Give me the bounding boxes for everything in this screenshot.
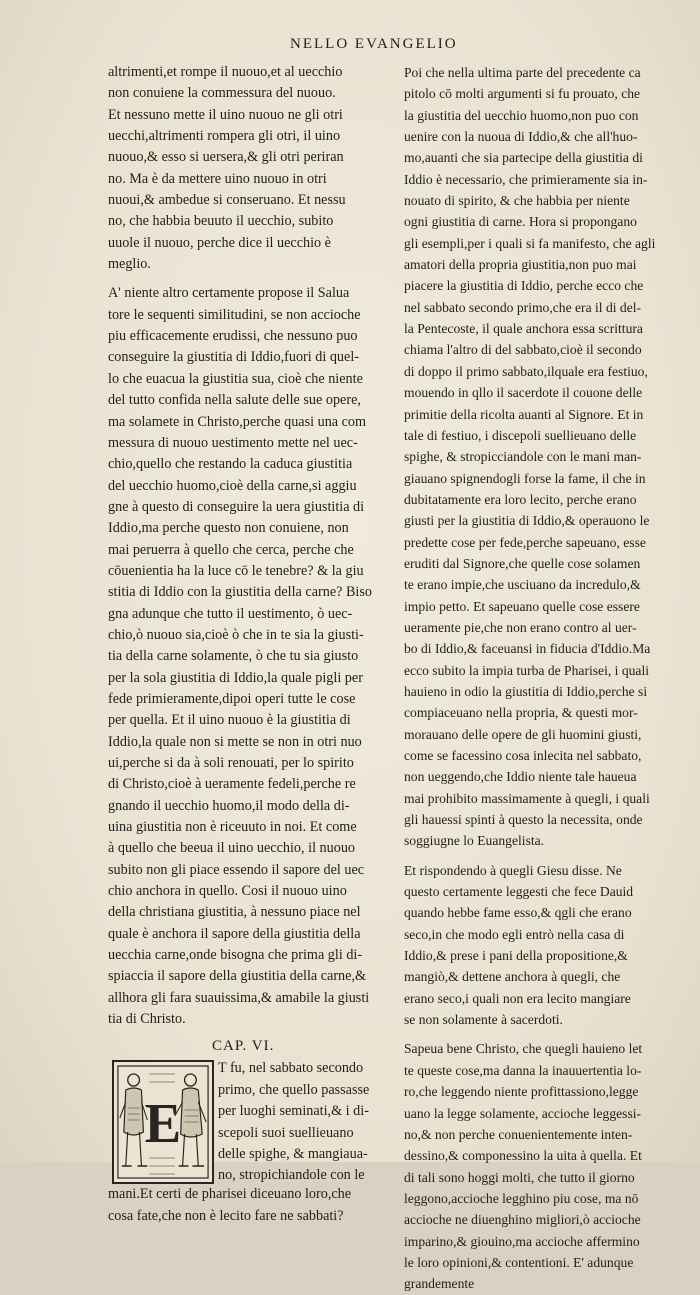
text-line: di doppo il primo sabbato,ilquale era festiuo, xyxy=(404,363,648,379)
text-line: no, stropichiandole con le xyxy=(218,1167,365,1184)
text-line: conseguire la giustitia di Iddio,fuori di quel- xyxy=(108,349,359,366)
chapter-full-lines xyxy=(108,1184,400,1227)
text-line: mangiò,& dettene anchora à quegli, che xyxy=(404,969,621,985)
text-line: soggiugne lo Euangelista. xyxy=(404,833,545,849)
right-paragraph-2 xyxy=(404,860,682,1031)
left-paragraph-1 xyxy=(108,62,400,275)
text-line: non conuiene la commessura del nuouo. xyxy=(108,85,336,102)
text-line: Sapeua bene Christo, che quegli hauieno let xyxy=(404,1041,643,1057)
text-line: la giustitia del uecchio huomo,non puo con xyxy=(404,107,639,123)
text-line: accioche ne diuenghino migliori,ò accioche xyxy=(404,1212,641,1228)
text-line: uano la legge solamente, accioche leggessi- xyxy=(404,1105,642,1121)
text-line: A' niente altro certamente propose il Salua xyxy=(108,285,350,302)
text-line: erano seco,i quali non era lecito mangiare xyxy=(404,990,631,1006)
chapter-heading: CAP. VI. xyxy=(212,1038,275,1055)
text-line: Iddio,la quale non si mette se non in otri nuo xyxy=(108,733,362,750)
text-line: di tali sono hoggi molti, che tutto il giorno xyxy=(404,1169,635,1185)
text-line: Et nessuno mette il uino nuouo ne gli otri xyxy=(108,106,343,123)
text-line: uina giustitia non è riceuuto in noi. Et come xyxy=(108,819,357,836)
text-line: hauieno in odio la giustitia di Iddio,perche si xyxy=(404,683,648,699)
text-line: compiaceuano nella propria, & questi mor- xyxy=(404,705,638,721)
text-line: subito non gli piace essendo il sapore del uec xyxy=(108,861,365,878)
right-paragraph-1 xyxy=(404,62,682,852)
text-line: per luoghi seminati,& i di- xyxy=(218,1103,369,1120)
text-line: grandemente xyxy=(404,1276,475,1292)
text-line: fede primieramente,dipoi operi tutte le cose xyxy=(108,690,356,707)
text-line: eruditi dal Signore,che quelle cose solamen xyxy=(404,555,641,571)
text-line: tore le sequenti similitudini, se non accioche xyxy=(108,306,361,323)
text-line: nuouo,& esso si uersera,& gli otri periran xyxy=(108,149,344,166)
text-line: impio petto. Et sapeuano quelle cose essere xyxy=(404,598,640,614)
text-line: primitie della ricolta auanti al Signore. Et in xyxy=(404,406,644,422)
text-line: mai peruerra à quello che cerca, perche che xyxy=(108,541,354,558)
text-line: amatori della propria giustitia,non puo mai xyxy=(404,257,637,273)
text-line: te queste cose,ma danna la inauuertentia lo- xyxy=(404,1062,642,1078)
text-line: predette cose per fede,perche sapeuano, esse xyxy=(404,534,646,550)
text-line: giauano spignendogli forse la fame, il che in xyxy=(404,470,646,486)
text-line: giusti per la giustitia di Iddio,& operauono le xyxy=(404,513,650,529)
text-line: scepoli suoi suellieuano xyxy=(218,1124,354,1141)
text-line: le loro opinioni,& contentioni. E' adunque xyxy=(404,1254,634,1270)
text-line: imparino,& giouino,ma accioche affermino xyxy=(404,1233,640,1249)
text-line: Iddio,ma perche questo non conuiene, non xyxy=(108,520,349,537)
text-line: questo certamente leggesti che fece Dauid xyxy=(404,884,634,900)
text-line: tale di festiuo, i discepoli suellieuano delle xyxy=(404,427,637,443)
text-line: no. Ma è da mettere uino nuouo in otri xyxy=(108,170,327,187)
text-line: del tutto confida nella salute delle sue opere, xyxy=(108,392,361,409)
text-line: piacere la giustitia di Iddio, perche ecco che xyxy=(404,278,644,294)
text-line: te erano impie,che usciuano da incredulo,& xyxy=(404,577,641,593)
text-line: primo, che quello passasse xyxy=(218,1081,370,1098)
text-line: gne à questo di conseguire la uera giustitia di xyxy=(108,498,365,515)
text-line: no,& non perche conuenientemente inten- xyxy=(404,1126,633,1142)
text-line: mani.Et certi de pharisei diceuano loro,che xyxy=(108,1186,352,1203)
text-line: ecco subito la impia turba de Pharisei, i quali xyxy=(404,662,649,678)
text-line: della christiana giustitia, à nessuno piace nel xyxy=(108,904,361,921)
text-line: chio,quello che restando la caduca giustitia xyxy=(108,456,353,473)
text-line: lo che euacua la giustitia sua, cioè che niente xyxy=(108,370,363,387)
text-line: come se facessino cosa inlecita nel sabbato, xyxy=(404,748,642,763)
text-line: nuoui,& ambedue si conseruano. Et nessu xyxy=(108,192,346,209)
text-line: Poi che nella ultima parte del precedente ca xyxy=(404,65,641,80)
text-line: seco,in che modo egli entrò nella casa di xyxy=(404,926,625,942)
text-line: meglio. xyxy=(108,256,151,273)
text-line: dessino,& componessino la uita à quella. Et xyxy=(404,1148,642,1164)
text-line: Et rispondendo à quegli Giesu disse. Ne xyxy=(404,862,622,878)
text-line: nouato di spirito, & che habbia per niente xyxy=(404,193,630,209)
text-line: cosa fate,che non è lecito fare ne sabbati? xyxy=(108,1207,344,1224)
text-line: T fu, nel sabbato secondo xyxy=(218,1060,364,1077)
chapter-indented-lines xyxy=(218,1058,400,1186)
text-line: no, che habbia beuuto il uecchio, subito xyxy=(108,213,334,230)
text-line: chio,ò nuouo sia,cioè ò che in te sia la giusti- xyxy=(108,626,364,643)
text-line: gna adunque che tutto il uestimento, ò uec- xyxy=(108,605,353,622)
running-head: NELLO EVANGELIO xyxy=(290,36,458,52)
text-line: cōuenientia ha la luce cō le tenebre? & la giu xyxy=(108,562,364,579)
woodcut-initial xyxy=(112,1060,214,1184)
text-line: allhora gli fara suauissima,& amabile la giusti xyxy=(108,989,370,1006)
text-line: à quello che beeua il uino uecchio, il nuouo xyxy=(108,840,356,857)
text-line: quale è anchora il sapore della giustitia della xyxy=(108,925,361,942)
text-line: uuole il nuouo, perche dice il uecchio è xyxy=(108,234,331,251)
text-line: uenire con la nuoua di Iddio,& che all'huo- xyxy=(404,129,638,145)
text-line: la Pentecoste, il quale anchora essa scrittura xyxy=(404,321,643,337)
text-line: pitolo cō molti argumenti si fu prouato, che xyxy=(404,86,641,102)
text-line: spighe, & stropicciandole con le mani man- xyxy=(404,449,642,465)
text-line: dubitatamente era loro lecito, perche erano xyxy=(404,491,637,507)
chapter-opening xyxy=(108,1058,400,1226)
text-line: Iddio è necessario, che primieramente sia in- xyxy=(404,171,648,187)
right-paragraph-3 xyxy=(404,1038,682,1294)
text-line: gli hauessi spinti à questo la necessita, onde xyxy=(404,812,643,828)
text-line: tia della carne solamente, ò che tu sia giusto xyxy=(108,648,359,665)
initial-letter: E xyxy=(144,1092,182,1155)
text-line: per la sola giustitia di Iddio,la quale pigli per xyxy=(108,669,363,686)
text-line: ro,che leggendo niente profittassiono,legge xyxy=(404,1084,639,1100)
text-line: ogni giustitia di carne. Hora si propongano xyxy=(404,214,637,230)
text-line: morauano delle opere de gli huomini giusti, xyxy=(404,726,642,742)
text-line: altrimenti,et rompe il nuouo,et al uecchio xyxy=(108,64,343,80)
right-column xyxy=(404,62,682,1295)
text-line: uecchia carne,onde bisogna che prima gli di- xyxy=(108,947,363,964)
text-line: piu efficacemente erudissi, che nessuno puo xyxy=(108,328,358,345)
left-paragraph-2 xyxy=(108,283,400,1030)
text-line: delle spighe, & mangiaua- xyxy=(218,1145,368,1162)
text-line: quando hebbe fame esso,& qgli che erano xyxy=(404,905,632,921)
text-line: Iddio,& prese i pani della propositione,& xyxy=(404,948,628,964)
text-line: ma solamete in Christo,perche quasi una com xyxy=(108,413,367,430)
text-line: leggono,accioche legghino piu cose, ma nō xyxy=(404,1190,639,1206)
text-line: chio anchora in quello. Cosi il nuouo uino xyxy=(108,883,347,900)
text-line: messura di nuouo uestimento mette nel uec- xyxy=(108,434,358,451)
text-line: ueramente pie,che non erano contro al uer- xyxy=(404,619,637,635)
text-line: di Christo,cioè à ueramente fedeli,perche re xyxy=(108,776,356,793)
text-line: nel sabbato secondo primo,che era il di del- xyxy=(404,299,642,315)
left-column xyxy=(108,62,400,1226)
text-line: non ueggendo,che Iddio niente tale haueua xyxy=(404,769,637,785)
text-line: chiama l'altro di del sabbato,cioè il secondo xyxy=(404,342,642,358)
text-line: spiaccia il sapore della giustitia della carne,& xyxy=(108,968,367,985)
text-line: se non solamente à sacerdoti. xyxy=(404,1012,563,1028)
text-line: stitia di Iddio con la giustitia della carne? Biso xyxy=(108,584,372,601)
text-line: mai prohibito massimamente à quegli, i quali xyxy=(404,790,650,806)
text-line: mo,auanti che sia partecipe della giustitia di xyxy=(404,150,643,166)
text-line: ui,perche si da à soli renouati, per lo spirito xyxy=(108,755,354,771)
text-line: gnando il uecchio huomo,il modo della di- xyxy=(108,797,350,814)
text-line: tia di Christo. xyxy=(108,1011,186,1028)
text-line: per quella. Et il uino nuouo è la giustitia di xyxy=(108,712,351,729)
text-line: uecchi,altrimenti rompera gli otri, il uino xyxy=(108,128,341,145)
text-line: gli esempli,per i quali si fa manifesto, che agli xyxy=(404,235,656,251)
text-line: bo di Iddio,& faceuansi in fiducia d'Iddio.Ma xyxy=(404,641,651,657)
text-line: del uecchio huomo,cioè della carne,si aggiu xyxy=(108,477,357,494)
text-line: mouendo in qllo il sacerdote il couone delle xyxy=(404,385,643,401)
